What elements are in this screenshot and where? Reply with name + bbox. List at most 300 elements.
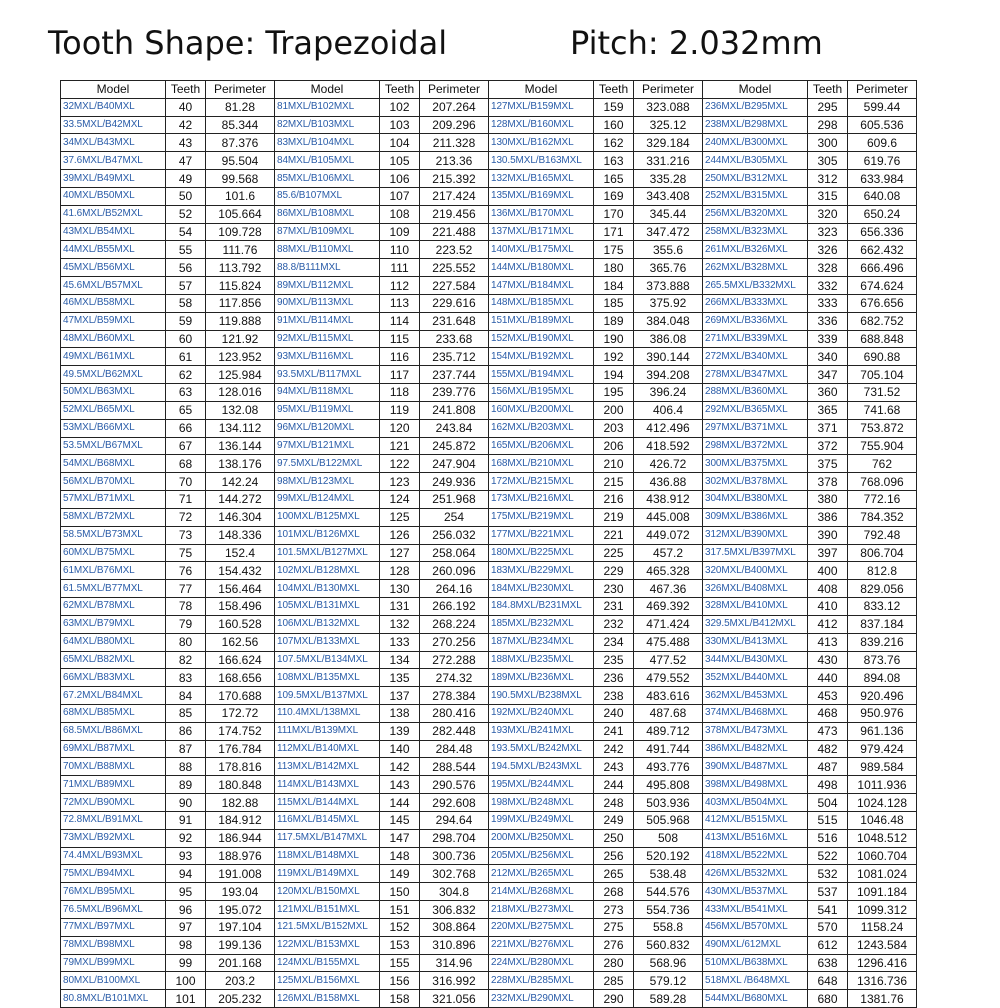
perimeter-cell: 656.336 (848, 223, 917, 241)
model-cell: 232MXL/B290MXL (489, 990, 594, 1008)
model-cell: 119MXL/B149MXL (275, 865, 380, 883)
perimeter-cell: 115.824 (206, 277, 275, 295)
model-cell: 108MXL/B135MXL (275, 669, 380, 687)
perimeter-cell: 355.6 (634, 241, 703, 259)
teeth-cell: 156 (380, 972, 420, 990)
column-header-model: Model (61, 81, 166, 99)
perimeter-cell: 436.88 (634, 473, 703, 491)
perimeter-cell: 205.232 (206, 990, 275, 1008)
model-cell: 56MXL/B70MXL (61, 473, 166, 491)
perimeter-cell: 258.064 (420, 544, 489, 562)
table-row (61, 615, 917, 633)
teeth-cell: 88 (166, 758, 206, 776)
teeth-cell: 93 (166, 847, 206, 865)
perimeter-cell: 508 (634, 829, 703, 847)
model-cell: 72MXL/B90MXL (61, 794, 166, 812)
table-row (61, 918, 917, 936)
table-row (61, 758, 917, 776)
teeth-cell: 137 (380, 687, 420, 705)
teeth-cell: 570 (808, 918, 848, 936)
teeth-cell: 89 (166, 776, 206, 794)
teeth-cell: 132 (380, 615, 420, 633)
model-cell: 80MXL/B100MXL (61, 972, 166, 990)
model-cell: 418MXL/B522MXL (703, 847, 808, 865)
model-cell: 236MXL/B295MXL (703, 98, 808, 116)
perimeter-cell: 579.12 (634, 972, 703, 990)
perimeter-cell: 375.92 (634, 294, 703, 312)
teeth-cell: 57 (166, 277, 206, 295)
perimeter-cell: 278.384 (420, 687, 489, 705)
perimeter-cell: 457.2 (634, 544, 703, 562)
teeth-cell: 240 (594, 704, 634, 722)
model-cell: 195MXL/B244MXL (489, 776, 594, 794)
model-cell: 320MXL/B400MXL (703, 562, 808, 580)
model-cell: 199MXL/B249MXL (489, 811, 594, 829)
perimeter-cell: 229.616 (420, 294, 489, 312)
model-cell: 317.5MXL/B397MXL (703, 544, 808, 562)
model-cell: 112MXL/B140MXL (275, 740, 380, 758)
column-header-model: Model (703, 81, 808, 99)
teeth-cell: 453 (808, 687, 848, 705)
model-cell: 200MXL/B250MXL (489, 829, 594, 847)
teeth-cell: 58 (166, 294, 206, 312)
model-cell: 386MXL/B482MXL (703, 740, 808, 758)
teeth-cell: 397 (808, 544, 848, 562)
column-header-perimeter: Perimeter (848, 81, 917, 99)
table-row (61, 526, 917, 544)
perimeter-cell: 247.904 (420, 455, 489, 473)
model-cell: 262MXL/B328MXL (703, 259, 808, 277)
teeth-cell: 360 (808, 384, 848, 402)
perimeter-cell: 170.688 (206, 687, 275, 705)
model-cell: 184.8MXL/B231MXL (489, 598, 594, 616)
perimeter-cell: 117.856 (206, 294, 275, 312)
teeth-cell: 55 (166, 241, 206, 259)
teeth-cell: 49 (166, 170, 206, 188)
teeth-cell: 275 (594, 918, 634, 936)
perimeter-cell: 125.984 (206, 366, 275, 384)
table-row (61, 847, 917, 865)
perimeter-cell: 650.24 (848, 205, 917, 223)
teeth-cell: 323 (808, 223, 848, 241)
perimeter-cell: 136.144 (206, 437, 275, 455)
model-cell: 362MXL/B453MXL (703, 687, 808, 705)
model-cell: 344MXL/B430MXL (703, 651, 808, 669)
column-header-teeth: Teeth (380, 81, 420, 99)
table-row (61, 419, 917, 437)
teeth-cell: 169 (594, 187, 634, 205)
teeth-cell: 90 (166, 794, 206, 812)
perimeter-cell: 538.48 (634, 865, 703, 883)
perimeter-cell: 343.408 (634, 187, 703, 205)
model-cell: 126MXL/B158MXL (275, 990, 380, 1008)
model-cell: 297MXL/B371MXL (703, 419, 808, 437)
teeth-cell: 235 (594, 651, 634, 669)
table-header-row (61, 81, 917, 99)
model-cell: 91MXL/B114MXL (275, 312, 380, 330)
perimeter-cell: 123.952 (206, 348, 275, 366)
perimeter-cell: 331.216 (634, 152, 703, 170)
perimeter-cell: 345.44 (634, 205, 703, 223)
teeth-cell: 102 (380, 98, 420, 116)
table-row (61, 277, 917, 295)
table-row (61, 990, 917, 1008)
table-row (61, 330, 917, 348)
teeth-cell: 680 (808, 990, 848, 1008)
table-row (61, 704, 917, 722)
model-cell: 177MXL/B221MXL (489, 526, 594, 544)
perimeter-cell: 199.136 (206, 936, 275, 954)
perimeter-cell: 109.728 (206, 223, 275, 241)
model-cell: 185MXL/B232MXL (489, 615, 594, 633)
model-cell: 114MXL/B143MXL (275, 776, 380, 794)
teeth-cell: 473 (808, 722, 848, 740)
teeth-cell: 76 (166, 562, 206, 580)
perimeter-cell: 471.424 (634, 615, 703, 633)
teeth-cell: 105 (380, 152, 420, 170)
teeth-cell: 249 (594, 811, 634, 829)
perimeter-cell: 142.24 (206, 473, 275, 491)
model-cell: 79MXL/B99MXL (61, 954, 166, 972)
table-row (61, 669, 917, 687)
model-cell: 172MXL/B215MXL (489, 473, 594, 491)
perimeter-cell: 85.344 (206, 116, 275, 134)
perimeter-cell: 176.784 (206, 740, 275, 758)
perimeter-cell: 225.552 (420, 259, 489, 277)
perimeter-cell: 308.864 (420, 918, 489, 936)
teeth-cell: 413 (808, 633, 848, 651)
model-cell: 205MXL/B256MXL (489, 847, 594, 865)
model-cell: 165MXL/B206MXL (489, 437, 594, 455)
column-header-model: Model (489, 81, 594, 99)
teeth-cell: 162 (594, 134, 634, 152)
perimeter-cell: 180.848 (206, 776, 275, 794)
model-cell: 58.5MXL/B73MXL (61, 526, 166, 544)
perimeter-cell: 418.592 (634, 437, 703, 455)
teeth-cell: 216 (594, 491, 634, 509)
teeth-cell: 498 (808, 776, 848, 794)
perimeter-cell: 243.84 (420, 419, 489, 437)
model-cell: 413MXL/B516MXL (703, 829, 808, 847)
teeth-cell: 59 (166, 312, 206, 330)
model-cell: 72.8MXL/B91MXL (61, 811, 166, 829)
perimeter-cell: 237.744 (420, 366, 489, 384)
teeth-cell: 142 (380, 758, 420, 776)
teeth-cell: 122 (380, 455, 420, 473)
perimeter-cell: 144.272 (206, 491, 275, 509)
teeth-cell: 118 (380, 384, 420, 402)
table-row (61, 401, 917, 419)
perimeter-cell: 755.904 (848, 437, 917, 455)
perimeter-cell: 178.816 (206, 758, 275, 776)
column-header-perimeter: Perimeter (420, 81, 489, 99)
perimeter-cell: 1296.416 (848, 954, 917, 972)
model-cell: 221MXL/B276MXL (489, 936, 594, 954)
teeth-cell: 372 (808, 437, 848, 455)
teeth-cell: 285 (594, 972, 634, 990)
perimeter-cell: 662.432 (848, 241, 917, 259)
teeth-cell: 152 (380, 918, 420, 936)
perimeter-cell: 1091.184 (848, 883, 917, 901)
teeth-cell: 339 (808, 330, 848, 348)
model-cell: 92MXL/B115MXL (275, 330, 380, 348)
perimeter-cell: 772.16 (848, 491, 917, 509)
teeth-cell: 62 (166, 366, 206, 384)
teeth-cell: 60 (166, 330, 206, 348)
perimeter-cell: 1381.76 (848, 990, 917, 1008)
perimeter-cell: 325.12 (634, 116, 703, 134)
table-row (61, 508, 917, 526)
table-row (61, 633, 917, 651)
teeth-cell: 150 (380, 883, 420, 901)
model-cell: 78MXL/B98MXL (61, 936, 166, 954)
perimeter-cell: 260.096 (420, 562, 489, 580)
model-cell: 67.2MXL/B84MXL (61, 687, 166, 705)
perimeter-cell: 373.888 (634, 277, 703, 295)
column-header-perimeter: Perimeter (634, 81, 703, 99)
model-cell: 104MXL/B130MXL (275, 580, 380, 598)
model-cell: 193.5MXL/B242MXL (489, 740, 594, 758)
perimeter-cell: 477.52 (634, 651, 703, 669)
model-cell: 518MXL /B648MXL (703, 972, 808, 990)
model-cell: 116MXL/B145MXL (275, 811, 380, 829)
perimeter-cell: 111.76 (206, 241, 275, 259)
teeth-cell: 515 (808, 811, 848, 829)
model-cell: 120MXL/B150MXL (275, 883, 380, 901)
perimeter-cell: 449.072 (634, 526, 703, 544)
teeth-cell: 71 (166, 491, 206, 509)
teeth-cell: 229 (594, 562, 634, 580)
perimeter-cell: 148.336 (206, 526, 275, 544)
model-cell: 398MXL/B498MXL (703, 776, 808, 794)
teeth-cell: 117 (380, 366, 420, 384)
teeth-cell: 110 (380, 241, 420, 259)
teeth-cell: 532 (808, 865, 848, 883)
teeth-cell: 410 (808, 598, 848, 616)
perimeter-cell: 666.496 (848, 259, 917, 277)
teeth-cell: 66 (166, 419, 206, 437)
teeth-cell: 130 (380, 580, 420, 598)
teeth-cell: 52 (166, 205, 206, 223)
perimeter-cell: 300.736 (420, 847, 489, 865)
model-cell: 456MXL/B570MXL (703, 918, 808, 936)
model-cell: 147MXL/B184MXL (489, 277, 594, 295)
table-row (61, 348, 917, 366)
teeth-cell: 112 (380, 277, 420, 295)
model-cell: 220MXL/B275MXL (489, 918, 594, 936)
perimeter-cell: 197.104 (206, 918, 275, 936)
perimeter-cell: 223.52 (420, 241, 489, 259)
teeth-cell: 221 (594, 526, 634, 544)
model-cell: 252MXL/B315MXL (703, 187, 808, 205)
teeth-cell: 273 (594, 901, 634, 919)
table-row (61, 687, 917, 705)
model-cell: 212MXL/B265MXL (489, 865, 594, 883)
model-cell: 430MXL/B537MXL (703, 883, 808, 901)
model-cell: 266MXL/B333MXL (703, 294, 808, 312)
perimeter-cell: 121.92 (206, 330, 275, 348)
model-cell: 329.5MXL/B412MXL (703, 615, 808, 633)
teeth-cell: 121 (380, 437, 420, 455)
perimeter-cell: 554.736 (634, 901, 703, 919)
model-cell: 68.5MXL/B86MXL (61, 722, 166, 740)
model-cell: 198MXL/B248MXL (489, 794, 594, 812)
model-cell: 127MXL/B159MXL (489, 98, 594, 116)
table-row (61, 883, 917, 901)
teeth-cell: 243 (594, 758, 634, 776)
teeth-cell: 63 (166, 384, 206, 402)
model-cell: 97.5MXL/B122MXL (275, 455, 380, 473)
model-cell: 136MXL/B170MXL (489, 205, 594, 223)
table-row (61, 223, 917, 241)
teeth-cell: 648 (808, 972, 848, 990)
table-row (61, 491, 917, 509)
model-cell: 288MXL/B360MXL (703, 384, 808, 402)
table-row (61, 473, 917, 491)
perimeter-cell: 298.704 (420, 829, 489, 847)
column-header-teeth: Teeth (808, 81, 848, 99)
teeth-cell: 104 (380, 134, 420, 152)
perimeter-cell: 682.752 (848, 312, 917, 330)
teeth-cell: 219 (594, 508, 634, 526)
model-cell: 214MXL/B268MXL (489, 883, 594, 901)
model-cell: 84MXL/B105MXL (275, 152, 380, 170)
model-cell: 160MXL/B200MXL (489, 401, 594, 419)
model-cell: 66MXL/B83MXL (61, 669, 166, 687)
teeth-cell: 206 (594, 437, 634, 455)
table-row (61, 187, 917, 205)
perimeter-cell: 249.936 (420, 473, 489, 491)
model-cell: 374MXL/B468MXL (703, 704, 808, 722)
perimeter-cell: 284.48 (420, 740, 489, 758)
table-row (61, 972, 917, 990)
perimeter-cell: 184.912 (206, 811, 275, 829)
teeth-cell: 82 (166, 651, 206, 669)
perimeter-cell: 390.144 (634, 348, 703, 366)
model-cell: 135MXL/B169MXL (489, 187, 594, 205)
perimeter-cell: 505.968 (634, 811, 703, 829)
teeth-cell: 159 (594, 98, 634, 116)
model-cell: 302MXL/B378MXL (703, 473, 808, 491)
model-cell: 77MXL/B97MXL (61, 918, 166, 936)
model-cell: 312MXL/B390MXL (703, 526, 808, 544)
model-cell: 151MXL/B189MXL (489, 312, 594, 330)
model-cell: 155MXL/B194MXL (489, 366, 594, 384)
perimeter-cell: 335.28 (634, 170, 703, 188)
model-cell: 68MXL/B85MXL (61, 704, 166, 722)
perimeter-cell: 233.68 (420, 330, 489, 348)
teeth-cell: 504 (808, 794, 848, 812)
table-row (61, 259, 917, 277)
perimeter-cell: 784.352 (848, 508, 917, 526)
perimeter-cell: 264.16 (420, 580, 489, 598)
perimeter-cell: 186.944 (206, 829, 275, 847)
perimeter-cell: 438.912 (634, 491, 703, 509)
perimeter-cell: 479.552 (634, 669, 703, 687)
perimeter-cell: 491.744 (634, 740, 703, 758)
perimeter-cell: 839.216 (848, 633, 917, 651)
teeth-cell: 43 (166, 134, 206, 152)
teeth-cell: 231 (594, 598, 634, 616)
model-cell: 101MXL/B126MXL (275, 526, 380, 544)
perimeter-cell: 605.536 (848, 116, 917, 134)
model-cell: 32MXL/B40MXL (61, 98, 166, 116)
model-cell: 183MXL/B229MXL (489, 562, 594, 580)
teeth-cell: 378 (808, 473, 848, 491)
model-cell: 403MXL/B504MXL (703, 794, 808, 812)
model-cell: 69MXL/B87MXL (61, 740, 166, 758)
perimeter-cell: 105.664 (206, 205, 275, 223)
perimeter-cell: 489.712 (634, 722, 703, 740)
teeth-cell: 107 (380, 187, 420, 205)
teeth-cell: 140 (380, 740, 420, 758)
teeth-cell: 73 (166, 526, 206, 544)
page-title: Tooth Shape: Trapezoidal (48, 24, 448, 62)
perimeter-cell: 465.328 (634, 562, 703, 580)
perimeter-cell: 188.976 (206, 847, 275, 865)
model-cell: 184MXL/B230MXL (489, 580, 594, 598)
teeth-cell: 114 (380, 312, 420, 330)
model-cell: 218MXL/B273MXL (489, 901, 594, 919)
teeth-cell: 101 (166, 990, 206, 1008)
model-cell: 433MXL/B541MXL (703, 901, 808, 919)
teeth-cell: 268 (594, 883, 634, 901)
teeth-cell: 295 (808, 98, 848, 116)
column-header-teeth: Teeth (594, 81, 634, 99)
model-cell: 94MXL/B118MXL (275, 384, 380, 402)
model-cell: 152MXL/B190MXL (489, 330, 594, 348)
model-cell: 76MXL/B95MXL (61, 883, 166, 901)
perimeter-cell: 1099.312 (848, 901, 917, 919)
perimeter-cell: 1011.936 (848, 776, 917, 794)
perimeter-cell: 256.032 (420, 526, 489, 544)
model-cell: 300MXL/B375MXL (703, 455, 808, 473)
perimeter-cell: 1243.584 (848, 936, 917, 954)
model-cell: 39MXL/B49MXL (61, 170, 166, 188)
model-cell: 490MXL/612MXL (703, 936, 808, 954)
model-cell: 125MXL/B156MXL (275, 972, 380, 990)
perimeter-cell: 231.648 (420, 312, 489, 330)
table-row (61, 865, 917, 883)
teeth-cell: 242 (594, 740, 634, 758)
teeth-cell: 65 (166, 401, 206, 419)
model-cell: 81MXL/B102MXL (275, 98, 380, 116)
model-cell: 53MXL/B66MXL (61, 419, 166, 437)
model-cell: 96MXL/B120MXL (275, 419, 380, 437)
teeth-cell: 138 (380, 704, 420, 722)
teeth-cell: 365 (808, 401, 848, 419)
perimeter-cell: 741.68 (848, 401, 917, 419)
model-cell: 168MXL/B210MXL (489, 455, 594, 473)
teeth-cell: 116 (380, 348, 420, 366)
model-cell: 328MXL/B410MXL (703, 598, 808, 616)
teeth-cell: 91 (166, 811, 206, 829)
teeth-cell: 139 (380, 722, 420, 740)
teeth-cell: 312 (808, 170, 848, 188)
teeth-cell: 124 (380, 491, 420, 509)
model-cell: 33.5MXL/B42MXL (61, 116, 166, 134)
table-body (61, 98, 917, 1007)
model-cell: 194.5MXL/B243MXL (489, 758, 594, 776)
teeth-cell: 189 (594, 312, 634, 330)
model-cell: 85MXL/B106MXL (275, 170, 380, 188)
perimeter-cell: 833.12 (848, 598, 917, 616)
teeth-cell: 265 (594, 865, 634, 883)
teeth-cell: 328 (808, 259, 848, 277)
model-cell: 95MXL/B119MXL (275, 401, 380, 419)
perimeter-cell: 215.392 (420, 170, 489, 188)
teeth-cell: 85 (166, 704, 206, 722)
